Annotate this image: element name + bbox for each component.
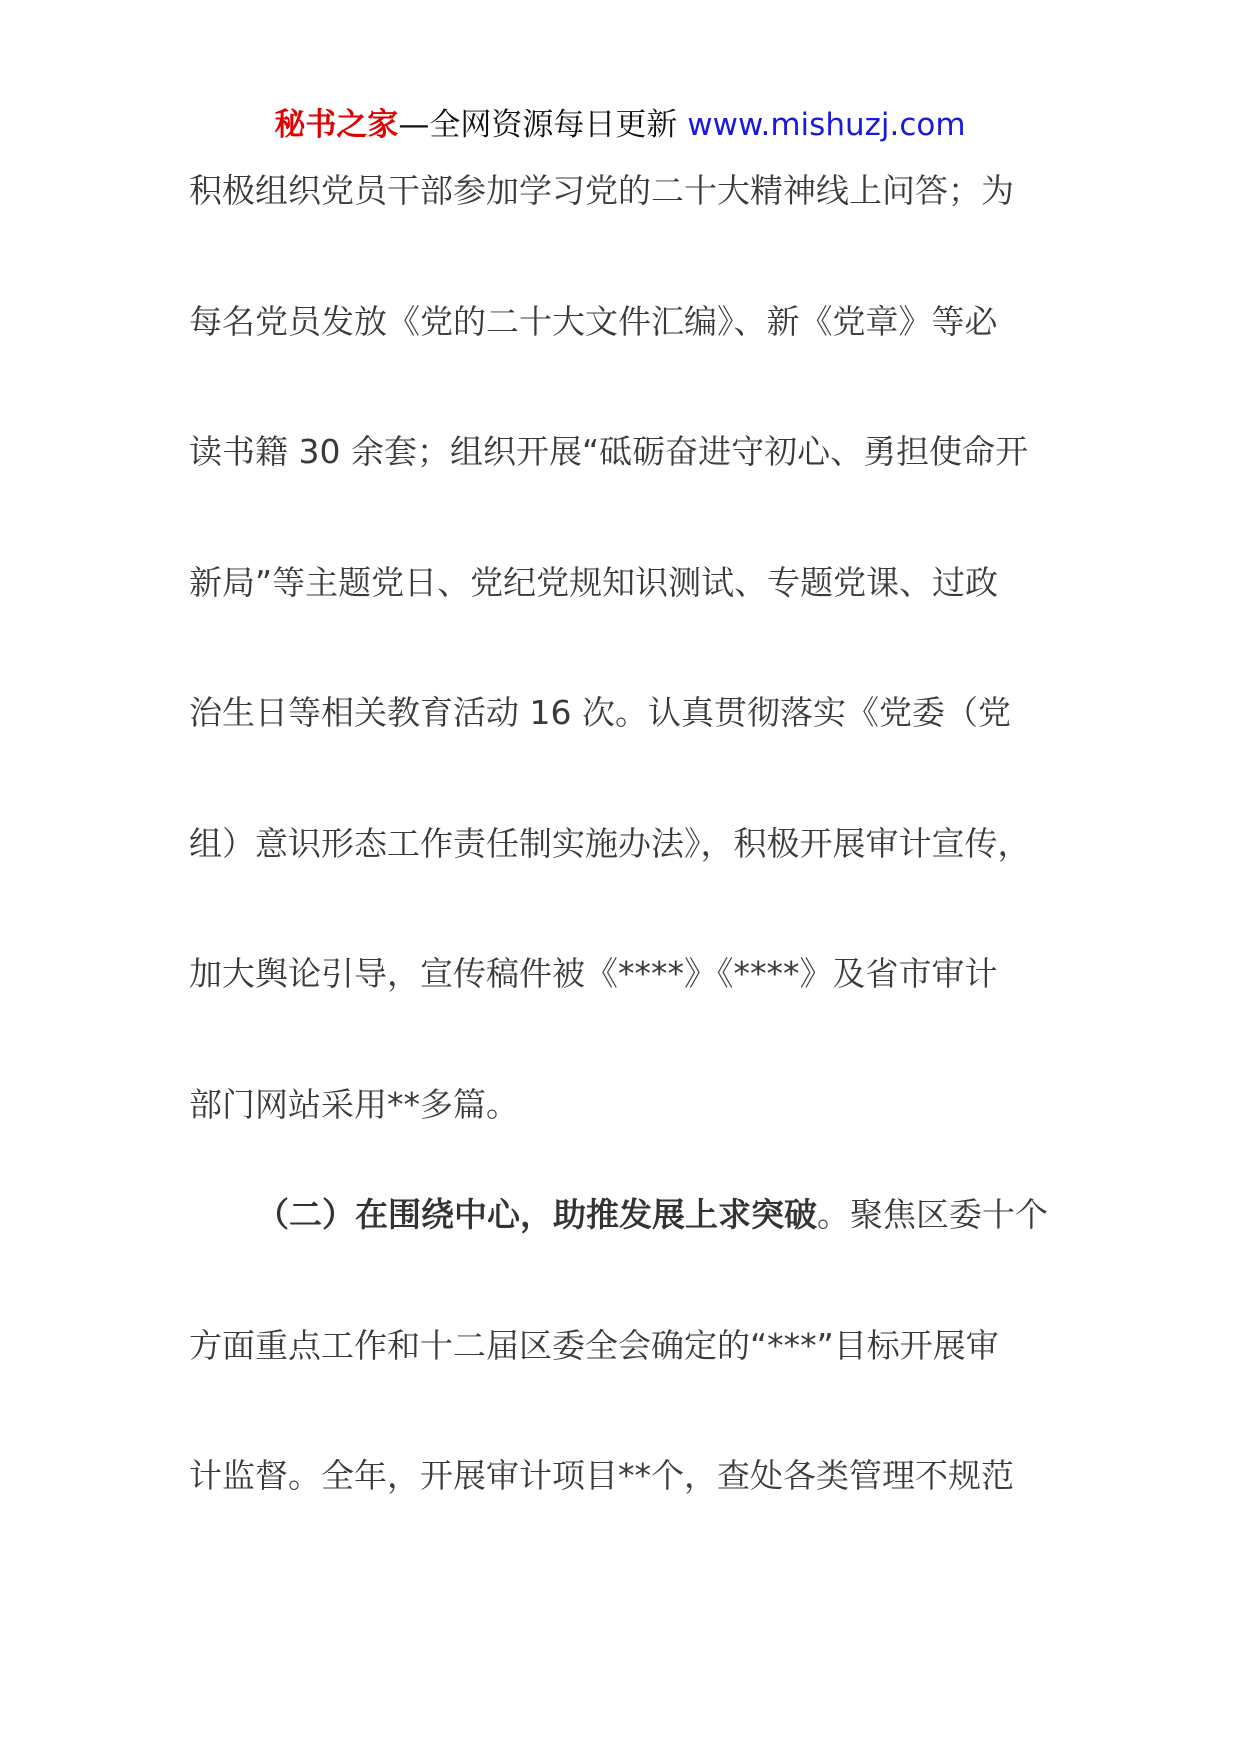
text-line: 新局”等主题党日、党纪党规知识测试、专题党课、过政: [189, 563, 999, 602]
text-line: 治生日等相关教育活动 16 次。认真贯彻落实《党委（党: [189, 693, 1011, 732]
text-line: 每名党员发放《党的二十大文件汇编》、新《党章》等必: [189, 302, 998, 341]
text-line: 积极组织党员干部参加学习党的二十大精神线上问答；为: [189, 171, 1014, 210]
text-line: 计监督。全年，开展审计项目**个，查处各类管理不规范: [189, 1456, 1014, 1495]
header-tagline: —全网资源每日更新: [398, 107, 688, 143]
section-heading: （二）在围绕中心，助推发展上求突破: [256, 1195, 817, 1234]
brand-name: 秘书之家: [274, 107, 399, 143]
text-line: 组）意识形态工作责任制实施办法》，积极开展审计宣传，: [189, 824, 1031, 863]
text-line: 读书籍 30 余套；组织开展“砥砺奋进守初心、勇担使命开: [189, 432, 1029, 471]
site-header: [0, 105, 1240, 145]
text-line: 方面重点工作和十二届区委全会确定的“***”目标开展审: [189, 1326, 999, 1365]
text-line: 加大舆论引导，宣传稿件被《****》《****》及省市审计: [189, 954, 998, 993]
text-line: 部门网站采用**多篇。: [189, 1085, 519, 1124]
section-heading-continuation: 。聚焦区委十个: [817, 1195, 1048, 1234]
site-url-link[interactable]: www.mishuzj.com: [687, 107, 966, 143]
section-heading-line: [256, 1195, 1048, 1235]
